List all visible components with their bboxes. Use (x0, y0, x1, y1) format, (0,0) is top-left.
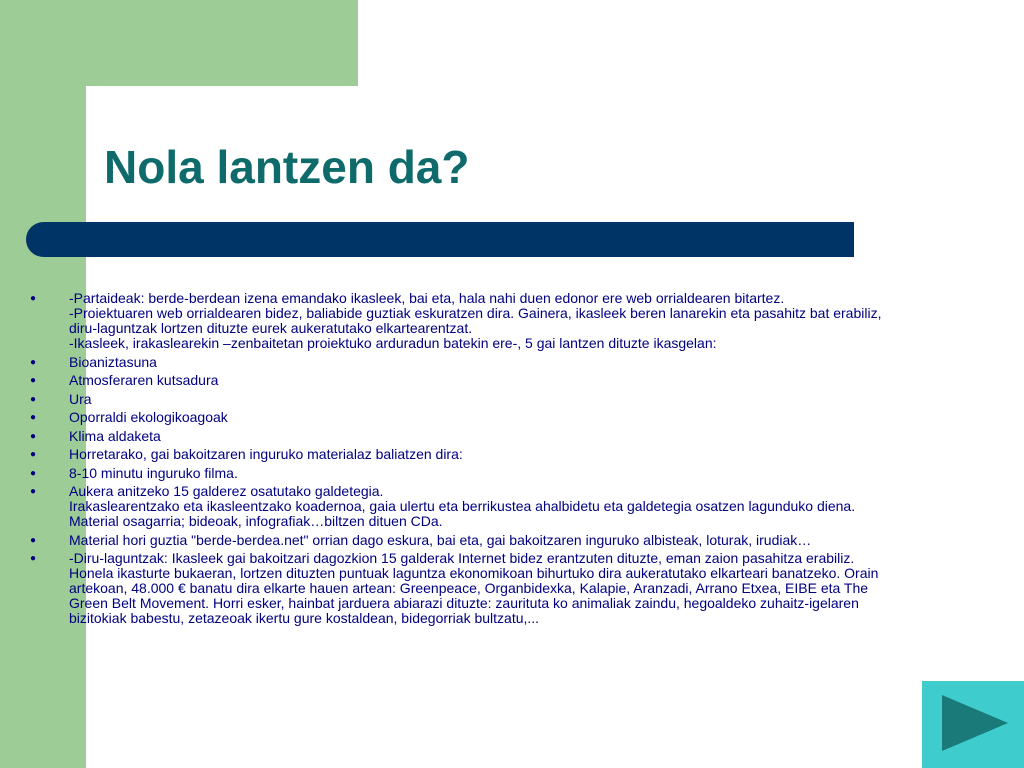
bullet-dot: ● (30, 375, 37, 386)
list-item-line: Bioaniztasuna (69, 353, 157, 370)
bullet-dot: ● (30, 553, 37, 564)
bullet-dot: ● (30, 356, 37, 368)
list-item-line: Honela ikasturte bukaeran, lortzen dituzten puntuak laguntza ekonomikoan bihurtuko dira aukeratutako elkarteari banatzeko. Orain (69, 565, 879, 581)
bullet-dot: ● (30, 449, 37, 460)
list-item-line: Aukera anitzeko 15 galderez osatutako galdetegia. (69, 483, 384, 499)
list-item (30, 410, 990, 425)
list-item (30, 355, 990, 370)
top-decoration (86, 0, 358, 86)
list-item-line: Material hori guztia "berde-berdea.net" orrian dago eskura, bai eta, gai bakoitzaren inguruko albisteak, loturak, irudiak… (69, 531, 812, 548)
list-item (30, 551, 990, 626)
list-item (30, 392, 990, 407)
list-item-line: Oporraldi ekologikoagoak (69, 409, 228, 425)
list-item-line: 8-10 minutu inguruko filma. (69, 464, 238, 481)
list-item-line: Ura (69, 390, 92, 407)
list-item-line: -Partaideak: berde-berdean izena emandako ikasleek, bai eta, hala nahi duen edonor ere web orrialdearen bitartez. (69, 290, 785, 306)
list-item-line: Horretarako, gai bakoitzaren inguruko materialaz baliatzen dira: (69, 446, 463, 462)
list-item (30, 533, 990, 548)
bullet-dot: ● (30, 412, 37, 423)
list-item (30, 447, 990, 462)
bullet-dot: ● (30, 393, 37, 405)
bullet-dot: ● (30, 430, 37, 442)
list-item-line: Material osagarria; bideoak, infografiak…biltzen dituen CDa. (69, 513, 443, 529)
list-item (30, 429, 990, 444)
list-item-line: artekoan, 48.000 € banatu dira elkarte hauen artean: Greenpeace, Organbidexka, Kalapie, Aranzadi, Arrano Etxea, EIBE eta The (69, 580, 869, 596)
list-item-line: Irakaslearentzako eta ikasleentzako koadernoa, gaia ulertu eta berrikustea ahalbidetu eta galdetegia osatzen lagunduko diena. (69, 498, 856, 514)
list-item-line: Atmosferaren kutsadura (69, 372, 219, 388)
list-item (30, 373, 990, 388)
list-item (30, 484, 990, 529)
slide-title: Nola lantzen da? (104, 141, 470, 193)
list-item-line: -Ikasleek, irakaslearekin –zenbaitetan proiektuko arduradun batekin ere-, 5 gai lantzen dituzte ikasgelan: (69, 335, 717, 351)
bullet-dot: ● (30, 467, 37, 479)
bullet-dot: ● (30, 534, 37, 546)
bullet-list (30, 291, 990, 630)
list-item-line: diru-laguntzak lortzen dituzte eurek aukeratutako elkartearentzat. (69, 320, 473, 336)
list-item-line: -Diru-laguntzak: Ikasleek gai bakoitzari dagozkion 15 galderak Internet bidez erantzuten dituzte, eman zaion pasahitza erabiliz. (69, 550, 855, 566)
next-slide-button[interactable] (922, 681, 1024, 768)
list-item (30, 291, 990, 351)
list-item-line: bizitokiak babestu, zetazeoak ikertu gure kostaldean, bidegorriak bultzatu,... (69, 610, 540, 626)
bullet-dot: ● (30, 293, 37, 304)
list-item (30, 466, 990, 481)
title-underline-bar (26, 222, 854, 257)
list-item-line: Klima aldaketa (69, 427, 161, 444)
list-item-line: -Proiektuaren web orrialdearen bidez, baliabide guztiak eskuratzen dira. Gainera, ikasleek beren lanarekin eta pasahitz bat erabiliz, (69, 305, 882, 321)
bullet-dot: ● (30, 486, 37, 497)
play-triangle-icon (938, 693, 1010, 753)
list-item-line: Green Belt Movement. Horri esker, hainbat jarduera abiarazi dituzte: zaurituta ko animaliak zaindu, hegoaldeko zuhaitz-igelaren (69, 595, 859, 611)
corner-decoration (86, 86, 146, 146)
